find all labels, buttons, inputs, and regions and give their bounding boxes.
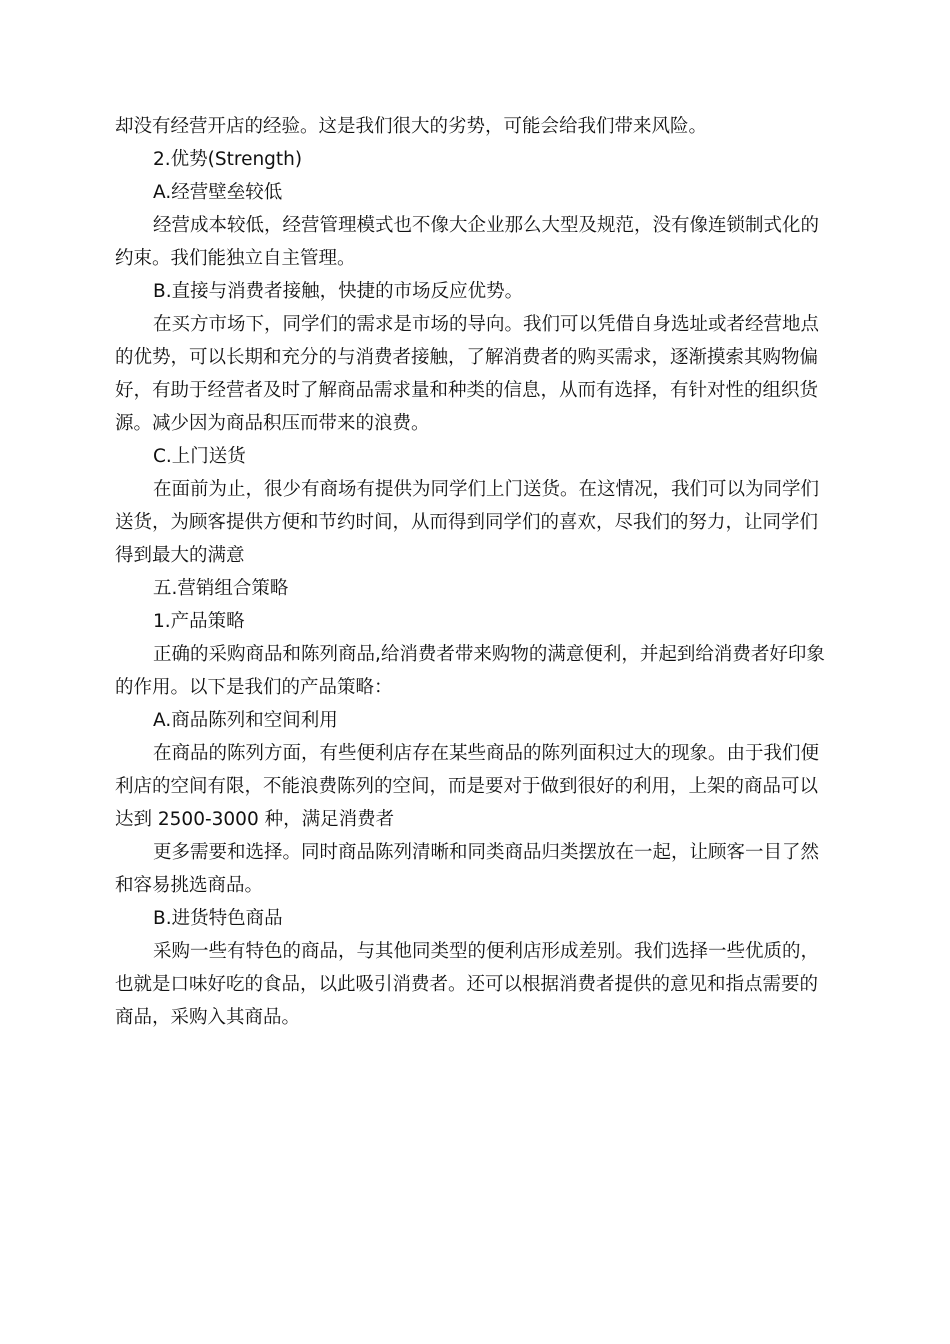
paragraph-display-continued: 更多需要和选择。同时商品陈列清晰和同类商品归类摆放在一起，让顾客一目了然和容易挑选商品。 [115, 842, 820, 896]
subheading-special-goods: B.进货特色商品 [153, 908, 283, 929]
paragraph-product-strategy: 正确的采购商品和陈列商品,给消费者带来购物的满意便利，并起到给消费者好印象的作用。以下是我们的产品策略： [115, 644, 825, 698]
paragraph-direct-contact: 在买方市场下，同学们的需求是市场的导向。我们可以凭借自身选址或者经营地点的优势，可以长期和充分的与消费者接触，了解消费者的购买需求，逐渐摸索其购物偏好，有助于经营者及时了解商品需求量和种类的信息，从而有选择，有针对性的组织货源。减少因为商品积压而带来的浪费。 [115, 314, 820, 434]
paragraph-weakness-end: 却没有经营开店的经验。这是我们很大的劣势，可能会给我们带来风险。 [115, 116, 708, 137]
subheading-delivery: C.上门送货 [153, 446, 246, 467]
heading-product-strategy: 1.产品策略 [153, 611, 245, 632]
paragraph-special-goods: 采购一些有特色的商品，与其他同类型的便利店形成差别。我们选择一些优质的，也就是口味好吃的食品，以此吸引消费者。还可以根据消费者提供的意见和指点需要的商品，采购入其商品。 [115, 941, 820, 1028]
document-page [115, 110, 827, 1034]
subheading-direct-contact: B.直接与消费者接触，快捷的市场反应优势。 [153, 281, 524, 302]
heading-marketing-mix: 五.营销组合策略 [153, 578, 289, 599]
paragraph-delivery: 在面前为止，很少有商场有提供为同学们上门送货。在这情况，我们可以为同学们送货，为顾客提供方便和节约时间，从而得到同学们的喜欢，尽我们的努力，让同学们得到最大的满意 [115, 479, 820, 566]
paragraph-display: 在商品的陈列方面，有些便利店存在某些商品的陈列面积过大的现象。由于我们便利店的空间有限，不能浪费陈列的空间，而是要对于做到很好的利用，上架的商品可以达到 2500-3000 种，满足消费者 [115, 743, 820, 830]
subheading-display: A.商品陈列和空间利用 [153, 710, 338, 731]
heading-strength: 2.优势(Strength) [153, 149, 303, 170]
subheading-low-barrier: A.经营壁垒较低 [153, 182, 283, 203]
paragraph-low-barrier: 经营成本较低，经营管理模式也不像大企业那么大型及规范，没有像连锁制式化的约束。我们能独立自主管理。 [115, 215, 820, 269]
